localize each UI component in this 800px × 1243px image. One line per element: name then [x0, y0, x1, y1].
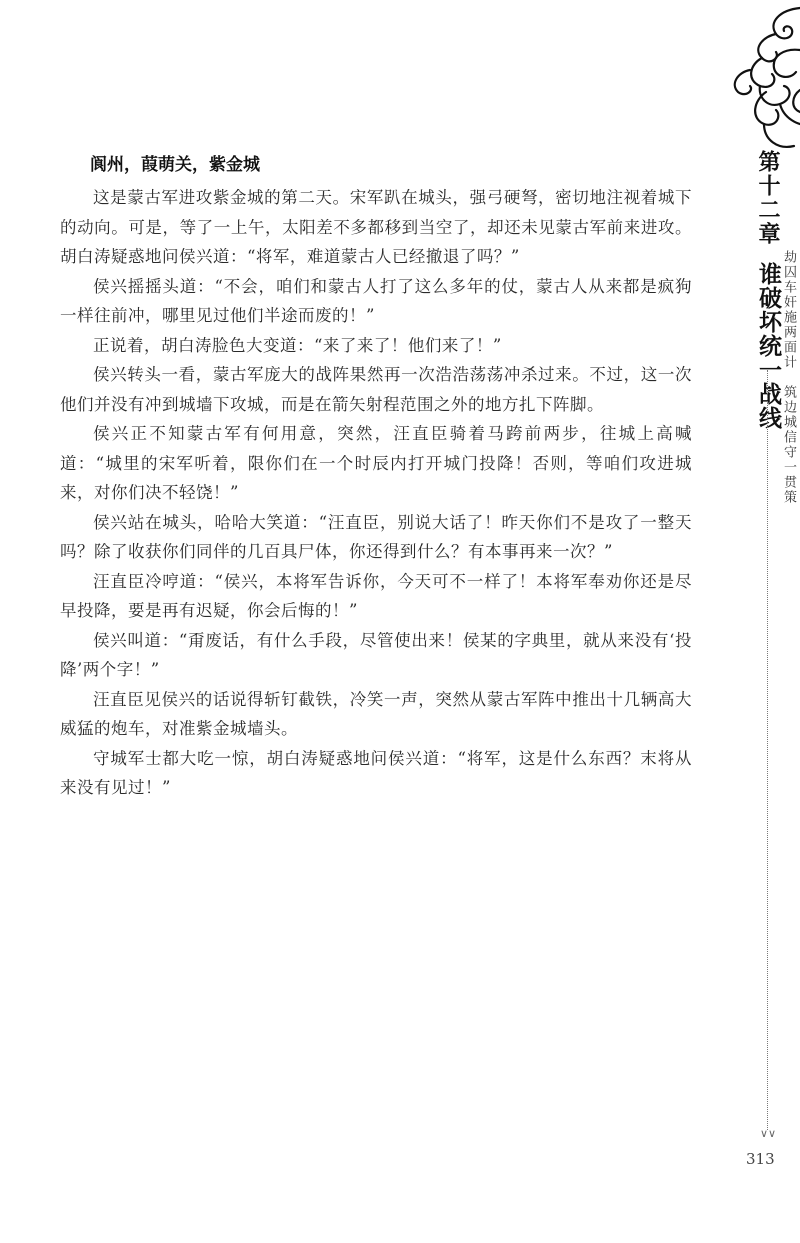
paragraph: 正说着，胡白涛脸色大变道：“来了来了！他们来了！” — [93, 335, 502, 355]
chapter-subtitle-2: 筑边城信守一贯策 — [781, 385, 796, 505]
paragraph: 侯兴摇摇头道：“不会，咱们和蒙古人打了这么多年的仗，蒙古人从来都是疯狗一样往前冲，哪里见过他们半途而废的！” — [60, 276, 692, 325]
paragraph: 侯兴叫道：“甭废话，有什么手段，尽管使出来！侯某的字典里，就从来没有‘投降’两个字！” — [60, 630, 692, 679]
section-title: 阆州，葭萌关，紫金城 — [90, 155, 260, 175]
paragraph: 这是蒙古军进攻紫金城的第二天。宋军趴在城头，强弓硬弩，密切地注视着城下的动向。可是，等了一上午，太阳差不多都移到当空了，却还未见蒙古军前来进攻。胡白涛疑惑地问侯兴道：“将军，难道蒙古人已经撤退了吗？” — [60, 188, 692, 266]
paragraph: 侯兴站在城头，哈哈大笑道：“汪直臣，别说大话了！昨天你们不是攻了一整天吗？除了收获你们同伴的几百具尸体，你还得到什么？有本事再来一次？” — [60, 512, 692, 561]
body-text — [60, 183, 692, 803]
cloud-scroll-icon — [680, 0, 800, 170]
paragraph: 侯兴正不知蒙古军有何用意，突然，汪直臣骑着马跨前两步，往城上高喊道：“城里的宋军听着，限你们在一个时辰内打开城门投降！否则，等咱们攻进城来，对你们决不轻饶！” — [60, 424, 692, 502]
paragraph: 汪直臣见侯兴的话说得斩钉截铁，冷笑一声，突然从蒙古军阵中推出十几辆高大威猛的炮车，对准紫金城墙头。 — [60, 689, 692, 738]
chevron-down-icon: ∨∨ — [760, 1127, 777, 1140]
paragraph: 侯兴转头一看，蒙古军庞大的战阵果然再一次浩浩荡荡冲杀过来。不过，这一次他们并没有冲到城墙下攻城，而是在箭矢射程范围之外的地方扎下阵脚。 — [60, 365, 692, 414]
margin-divider — [767, 370, 768, 1130]
page-number: 313 — [746, 1150, 775, 1168]
paragraph: 汪直臣冷哼道：“侯兴，本将军告诉你，今天可不一样了！本将军奉劝你还是尽早投降，要是再有迟疑，你会后悔的！” — [60, 571, 692, 620]
chapter-number: 第十二章 — [755, 150, 780, 246]
chapter-title: 谁破坏统一战线 — [755, 262, 781, 430]
paragraph: 守城军士都大吃一惊，胡白涛疑惑地问侯兴道：“将军，这是什么东西？末将从来没有见过！” — [60, 748, 692, 797]
chapter-subtitle-1: 劫囚车奸施两面计 — [781, 250, 796, 370]
